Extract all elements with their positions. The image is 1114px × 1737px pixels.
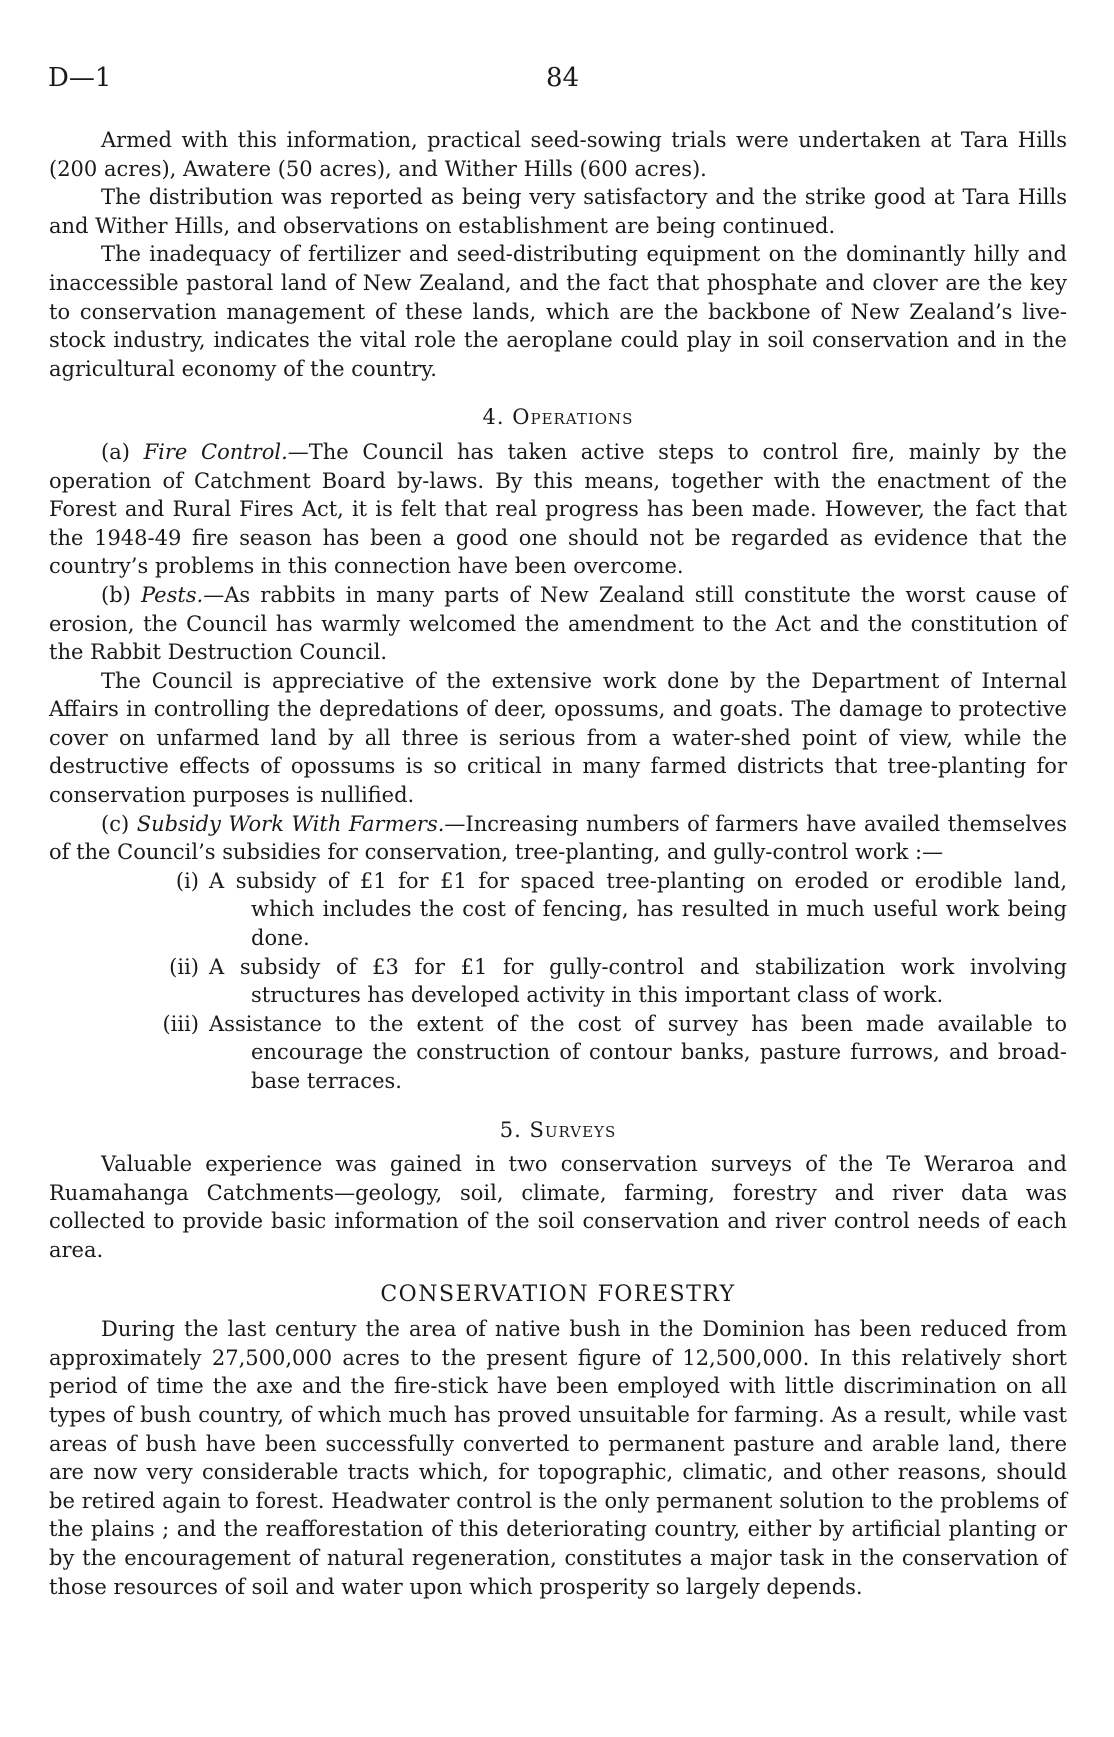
surveys-paragraph: Valuable experience was gained in two conservation surveys of the Te Weraroa and Ruamahanga Catchments—geology, soil, climate, farming, forestry and river data was collected to provide basic information of the soil conservation and river control needs of each area. [49, 1152, 1067, 1262]
list-item [49, 953, 1067, 1010]
pests-title: Pests. [140, 582, 204, 607]
page-number: 84 [546, 63, 580, 93]
pests-paragraph [49, 581, 1067, 667]
list-item-text [209, 1010, 1067, 1096]
intro-paragraph-3: The inadequacy of fertilizer and seed-distributing equipment on the dominantly hilly and inaccessible pastoral land of New Zealand, and the fact that phosphate and clover are the key to conservation management of these lands, which are the backbone of New Zealand’s live-stock industry, indicates the vital role the aeroplane could play in soil conservation and in the agricultural economy of the country. [49, 242, 1067, 381]
list-item [49, 1010, 1067, 1096]
fire-control-paragraph [49, 438, 1067, 581]
list-item-text [209, 953, 1067, 1010]
subsidy-label: (c) [101, 811, 137, 836]
document-reference: D—1 [48, 63, 112, 93]
list-item-number: (ii) [169, 954, 199, 979]
subsidy-title: Subsidy Work With Farmers. [136, 811, 445, 836]
list-item [49, 867, 1067, 953]
intro-paragraph-1: Armed with this information, practical seed-sowing trials were undertaken at Tara Hills (200 acres), Awatere (50 acres), and Wither Hills (600 acres). [49, 128, 1067, 181]
pests-label: (b) [101, 582, 141, 607]
subsidy-text: —Increasing numbers of farmers have availed themselves of the Council’s subsidies for conservation, tree-planting, and gully-control work :— [49, 811, 1067, 865]
forestry-paragraph: During the last century the area of native bush in the Dominion has been reduced from approximately 27,500,000 acres to the present figure of 12,500,000. In this relatively short period of time the axe and the fire-stick have been employed with little discrimination on all types of bush country, of which much has proved unsuitable for farming. As a result, while vast areas of bush have been successfully converted to permanent pasture and arable land, there are now very considerable tracts which, for topographic, climatic, and other reasons, should be retired again to forest. Headwater control is the only permanent solution to the problems of the plains ; and the reafforestation of this deteriorating country, either by artificial planting or by the encouragement of natural regeneration, constitutes a major task in the conservation of those resources of soil and water upon which prosperity so largely depends. [49, 1317, 1067, 1599]
body-text [49, 126, 1067, 1601]
list-item-text-content: A subsidy of £3 for £1 for gully-control and stabilization work involving structures has developed activity in this important class of work. [209, 954, 1067, 1008]
section-heading-conservation-forestry: CONSERVATION FORESTRY [380, 1281, 736, 1307]
list-item-text [209, 867, 1067, 953]
pests-text: —As rabbits in many parts of New Zealand still constitute the worst cause of erosion, the Council has warmly welcomed the amendment to the Act and the constitution of the Rabbit Destruction Council. [49, 582, 1067, 665]
subsidy-list [49, 867, 1067, 1096]
subsidy-paragraph [49, 810, 1067, 867]
list-item-text-content: Assistance to the extent of the cost of survey has been made available to encourage the construction of contour banks, pasture furrows, and broad-base terraces. [209, 1011, 1067, 1093]
fire-control-text: —The Council has taken active steps to control fire, mainly by the operation of Catchment Board by-laws. By this means, together with the enactment of the Forest and Rural Fires Act, it is felt that real progress has been made. However, the fact that the 1948-49 fire season has been a good one should not be regarded as evidence that the country’s problems in this connection have been overcome. [49, 439, 1067, 579]
internal-affairs-paragraph: The Council is appreciative of the extensive work done by the Department of Internal Affairs in controlling the depredations of deer, opossums, and goats. The damage to protective cover on unfarmed land by all three is serious from a water-shed point of view, while the destructive effects of opossums is so critical in many farmed districts that tree-planting for conservation purposes is nullified. [49, 668, 1067, 808]
list-item-text-content: A subsidy of £1 for £1 for spaced tree-planting on eroded or erodible land, which includes the cost of fencing, has resulted in much useful work being done. [209, 868, 1067, 951]
fire-control-title: Fire Control. [143, 439, 288, 464]
section-heading-operations: 4. Operations [482, 405, 634, 430]
section-heading-surveys: 5. Surveys [499, 1117, 617, 1142]
intro-paragraph-2: The distribution was reported as being very satisfactory and the strike good at Tara Hills and Wither Hills, and observations on establishment are being continued. [49, 185, 1067, 238]
fire-control-label: (a) [101, 439, 144, 464]
list-item-number: (i) [175, 868, 199, 893]
list-item-number: (iii) [162, 1011, 199, 1036]
